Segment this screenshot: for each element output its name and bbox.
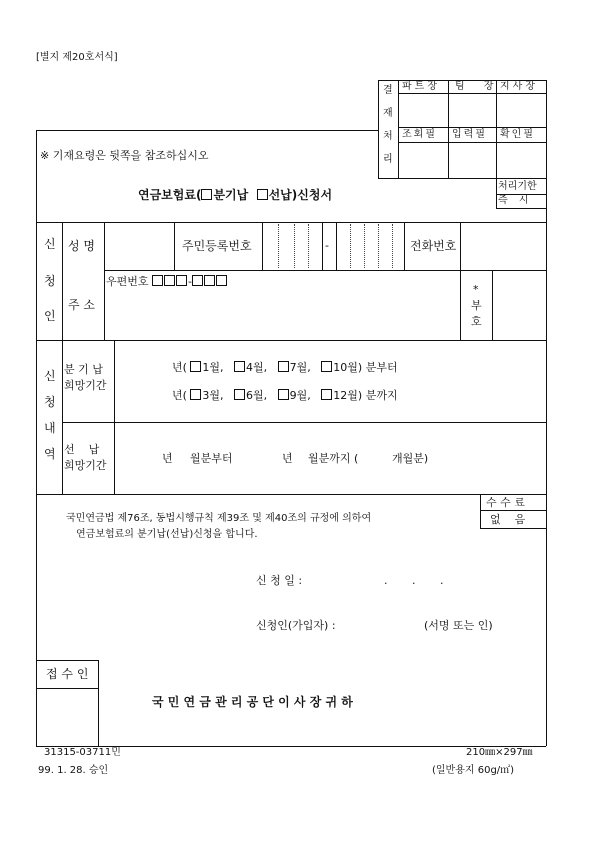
quarterly-label-1: 분 기 납 bbox=[64, 363, 103, 376]
declaration-line-2: 연금보험료의 분기납(선납)신청을 합니다. bbox=[76, 529, 258, 540]
address-input[interactable] bbox=[106, 292, 456, 336]
postal-box-6[interactable] bbox=[216, 275, 227, 286]
applicant-label-2: 청 bbox=[44, 274, 56, 288]
request-label-4: 역 bbox=[44, 447, 56, 461]
applicant-label-3: 인 bbox=[44, 309, 56, 323]
start-month-10: 10월) bbox=[333, 361, 363, 374]
rrn-front-input[interactable] bbox=[264, 226, 320, 266]
prepay-month-end: 월분까지 ( bbox=[308, 452, 359, 465]
approval-label-2: 재 bbox=[383, 108, 393, 119]
end-month-9-checkbox[interactable] bbox=[278, 389, 289, 400]
address-label: 주 소 bbox=[68, 298, 95, 312]
processing-deadline-label: 처리기한 bbox=[498, 181, 537, 192]
end-month-12: 12월) bbox=[333, 389, 363, 402]
code-label-2: 부 bbox=[471, 299, 482, 312]
signature-note[interactable]: (서명 또는 인) bbox=[424, 619, 493, 632]
prepay-year-start: 년 bbox=[162, 452, 173, 465]
instruction-note: ※ 기재요령은 뒷쪽을 참조하십시오 bbox=[40, 149, 209, 162]
end-month-3-checkbox[interactable] bbox=[190, 389, 201, 400]
start-month-7-checkbox[interactable] bbox=[278, 361, 289, 372]
prepay-label-1: 선 납 bbox=[64, 443, 100, 456]
request-label-1: 신 bbox=[44, 369, 56, 383]
quarterly-start-line bbox=[172, 361, 398, 373]
postal-code-label: 우편번호 bbox=[106, 275, 149, 288]
approval-label-4: 리 bbox=[383, 154, 393, 165]
applicant-label-1: 신 bbox=[44, 237, 56, 251]
end-month-9: 9월, bbox=[289, 389, 311, 402]
title-prefix: 연금보험료( bbox=[138, 188, 202, 202]
fee-value: 없 음 bbox=[490, 513, 526, 526]
start-month-10-checkbox[interactable] bbox=[321, 361, 332, 372]
receiver-stamp-area[interactable] bbox=[38, 690, 96, 744]
rrn-dash: - bbox=[325, 239, 329, 252]
postal-code-field bbox=[106, 275, 228, 287]
postal-box-3[interactable] bbox=[176, 275, 187, 286]
postal-box-4[interactable] bbox=[192, 275, 203, 286]
approval-header-inquiry: 조회필 bbox=[402, 129, 437, 140]
application-date-label: 신 청 일 : bbox=[256, 574, 303, 587]
approval-header-part-leader: 파트장 bbox=[402, 81, 440, 92]
form-title bbox=[138, 189, 332, 201]
footer-form-code: 31315-03711민 bbox=[44, 747, 121, 758]
approval-label-3: 처 bbox=[383, 131, 393, 142]
processing-deadline-value: 즉 시 bbox=[498, 195, 533, 206]
request-label-2: 청 bbox=[44, 395, 56, 409]
quarterly-end-year: 년( bbox=[172, 389, 187, 402]
request-label-3: 내 bbox=[44, 421, 56, 435]
start-month-7: 7월, bbox=[289, 361, 311, 374]
declaration-line-1: 국민연금법 제76조, 동법시행규칙 제39조 및 제40조의 규정에 의하여 bbox=[66, 513, 372, 524]
rrn-back-input[interactable] bbox=[338, 226, 402, 266]
quarterly-end-tail: 분까지 bbox=[365, 389, 398, 402]
approval-header-branch-manager: 지사장 bbox=[500, 81, 538, 92]
quarterly-end-line bbox=[172, 389, 398, 401]
title-option-quarterly: 분기납 bbox=[213, 188, 249, 202]
start-month-4: 4월, bbox=[246, 361, 268, 374]
end-month-12-checkbox[interactable] bbox=[321, 389, 332, 400]
form-number: [별지 제20호서식] bbox=[36, 52, 118, 63]
name-input[interactable] bbox=[106, 226, 172, 266]
title-option-prepay: 선납 bbox=[268, 188, 292, 202]
approval-label-1: 결 bbox=[383, 85, 393, 96]
quarterly-label-2: 희망기간 bbox=[64, 379, 107, 392]
prepay-months-count: 개월분) bbox=[392, 452, 429, 465]
end-month-6-checkbox[interactable] bbox=[234, 389, 245, 400]
code-input[interactable] bbox=[494, 272, 544, 338]
phone-input[interactable] bbox=[462, 226, 544, 266]
prepayment-checkbox[interactable] bbox=[257, 189, 268, 200]
phone-label: 전화번호 bbox=[410, 239, 457, 253]
addressee: 국 민 연 금 관 리 공 단 이 사 장 귀 하 bbox=[152, 695, 353, 709]
prepay-label-2: 희망기간 bbox=[64, 459, 107, 472]
approval-header-input: 입력필 bbox=[452, 129, 487, 140]
code-label-1: * bbox=[473, 283, 479, 296]
fee-label: 수 수 료 bbox=[486, 496, 525, 509]
postal-box-1[interactable] bbox=[152, 275, 163, 286]
name-label: 성 명 bbox=[68, 239, 95, 253]
quarterly-payment-checkbox[interactable] bbox=[201, 189, 212, 200]
postal-box-2[interactable] bbox=[164, 275, 175, 286]
start-month-1-checkbox[interactable] bbox=[190, 361, 201, 372]
code-label-3: 호 bbox=[471, 315, 482, 328]
receiver-label: 접 수 인 bbox=[46, 667, 89, 681]
end-month-3: 3월, bbox=[202, 389, 224, 402]
postal-box-5[interactable] bbox=[204, 275, 215, 286]
end-month-6: 6월, bbox=[246, 389, 268, 402]
quarterly-start-tail: 분부터 bbox=[365, 361, 398, 374]
application-date-value[interactable]: . . . bbox=[384, 574, 444, 587]
quarterly-start-year: 년( bbox=[172, 361, 187, 374]
footer-paper-type: (일반용지 60g/㎡) bbox=[432, 765, 515, 776]
title-suffix: )신청서 bbox=[291, 188, 333, 202]
prepay-year-end: 년 bbox=[282, 452, 293, 465]
approval-header-confirm: 확인필 bbox=[500, 129, 535, 140]
footer-paper-size: 210㎜×297㎜ bbox=[466, 747, 533, 758]
start-month-1: 1월, bbox=[202, 361, 224, 374]
footer-approval-date: 99. 1. 28. 승인 bbox=[38, 765, 109, 776]
start-month-4-checkbox[interactable] bbox=[234, 361, 245, 372]
approval-header-team-leader: 팀 장 bbox=[455, 81, 502, 92]
prepay-month-start: 월분부터 bbox=[190, 452, 233, 465]
postal-dash: - bbox=[188, 275, 192, 288]
applicant-signer-label: 신청인(가입자) : bbox=[256, 619, 336, 632]
rrn-label: 주민등록번호 bbox=[182, 239, 252, 253]
